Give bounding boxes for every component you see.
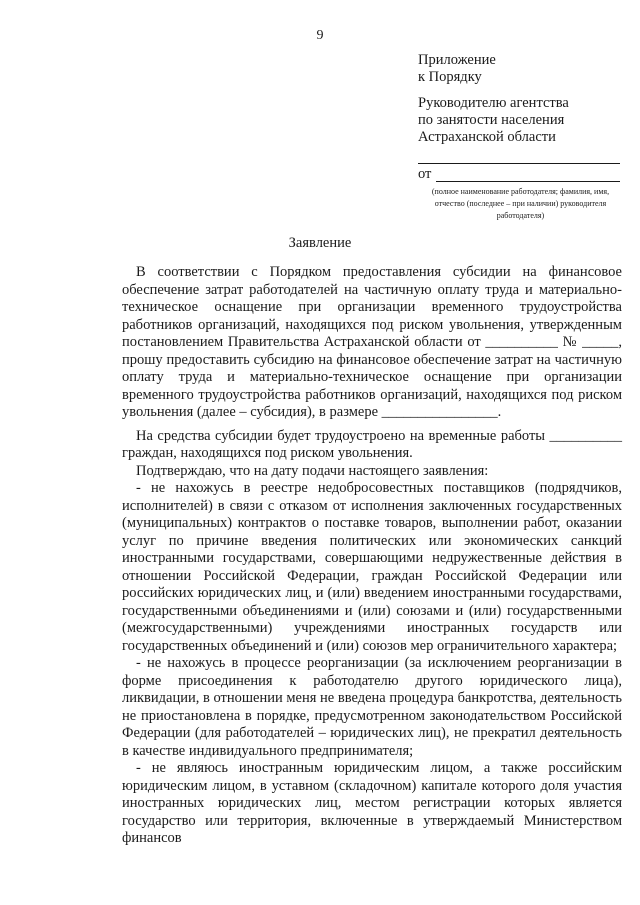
recipient-blank-line	[418, 163, 620, 164]
paragraph-employment: На средства субсидии будет трудоустроено на временные работы __________ граждан, находящихся под риском увольнения.	[122, 427, 622, 461]
recipient-line-1: Руководителю агентства	[418, 95, 569, 111]
paragraph-foreign: - не являюсь иностранным юридическим лицом, а также российским юридическим лицом, в уставном (складочном) капитале которого доля участия иностранных юридических лиц, местом регистрации которых является государство или территория, включенные в утверждаемый Министерством финансов	[122, 760, 622, 846]
from-blank-line	[436, 181, 620, 182]
appendix-ref: к Порядку	[418, 69, 482, 85]
recipient-line-3: Астраханской области	[418, 129, 556, 145]
paragraph-confirm: Подтверждаю, что на дату подачи настоящего заявления:	[136, 462, 489, 479]
appendix-label: Приложение	[418, 52, 496, 68]
page-number: 9	[316, 28, 324, 43]
document-body	[122, 264, 622, 848]
employer-name-note: (полное наименование работодателя; фамилия, имя, отчество (последнее – при наличии) руководителя работодателя)	[431, 187, 610, 220]
paragraph-reorganization: - не нахожусь в процессе реорганизации (за исключением реорганизации в форме присоединения к работодателю другого юридического лица), ликвидации, в отношении меня не введена процедура банкротства, деятельность не приостановлена в порядке, предусмотренном законодательством Российской Федерации (для работодателей – юридических лиц), не прекратил деятельность в качестве индивидуального предпринимателя;	[122, 655, 622, 759]
paragraph-registry: - не нахожусь в реестре недобросовестных поставщиков (подрядчиков, исполнителей) в связи с отказом от исполнения заключенных государственных (муниципальных) контрактов о поставке товаров, выполнении работ, оказании услуг по причине введения политических или экономических санкций иностранными государствами, совершающими недружественные действия в отношении Российской Федерации, граждан Российской Федерации или российских юридических лиц, и (или) введением иностранными государствами, государственными объединениями и (или) союзами и (или) государственными (межгосударственными) учреждениями иностранных государств или государственных объединений и (или) союзов мер ограничительного характера;	[122, 480, 622, 654]
paragraph-request: В соответствии с Порядком предоставления субсидии на финансовое обеспечение затрат работодателей на частичную оплату труда и материально-техническое оснащение при организации временного трудоустройства работников организаций, находящихся под риском увольнения, утвержденным постановлением Правительства Астраханской области от __________ № _____, прошу предоставить субсидию на финансовое обеспечение затрат на частичную оплату труда и материально-техническое оснащение при организации временного трудоустройства работников организаций, находящихся под риском увольнения (далее – субсидия), в размере ________________.	[122, 264, 622, 420]
recipient-line-2: по занятости населения	[418, 112, 565, 128]
from-label: от	[418, 166, 432, 182]
addressee-block	[418, 52, 623, 146]
document-title: Заявление	[288, 235, 352, 251]
